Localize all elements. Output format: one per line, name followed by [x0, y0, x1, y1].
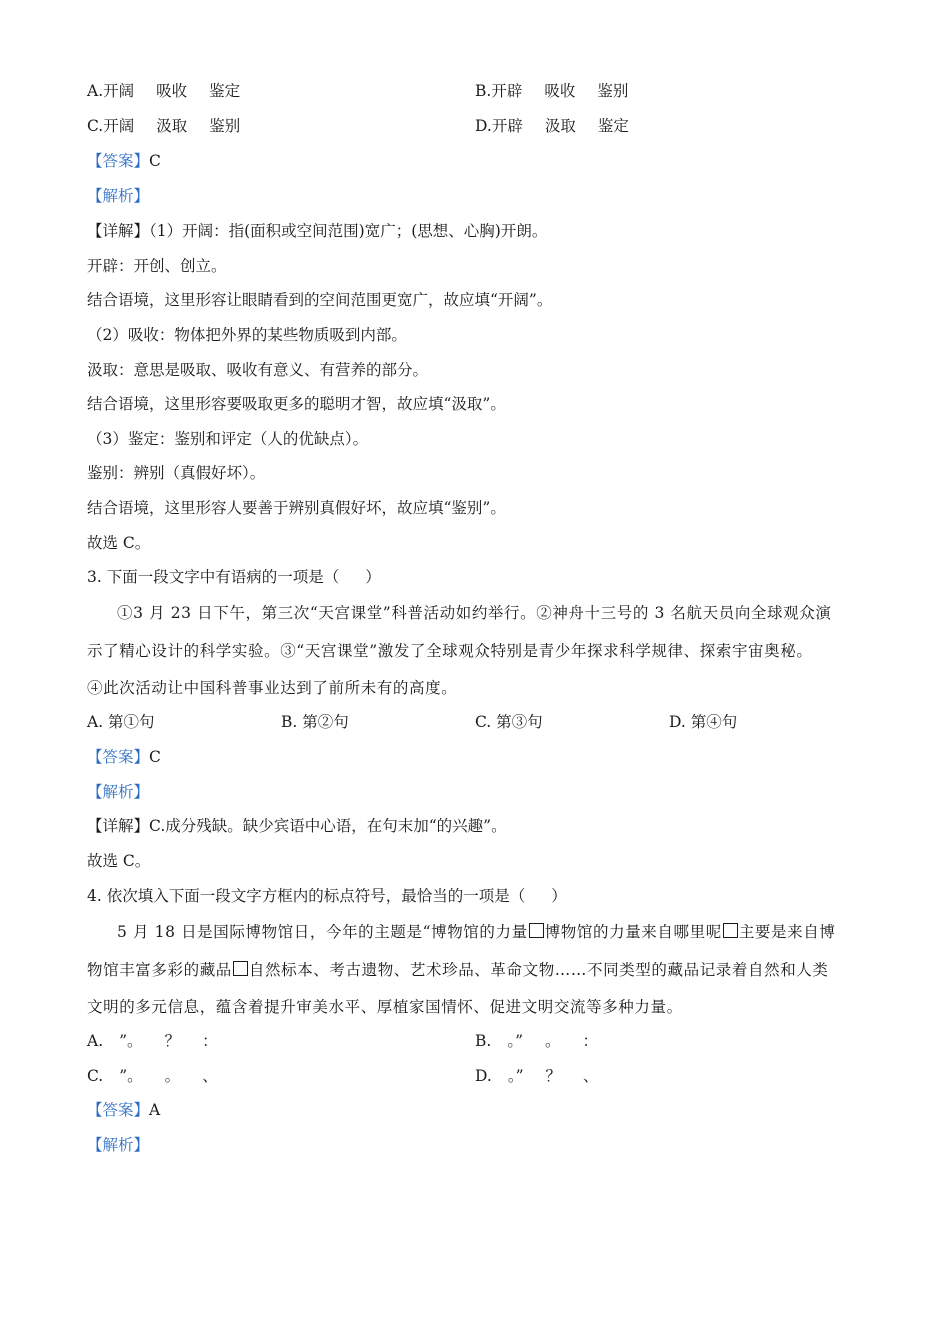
passage-text: 自然标本、考古遗物、艺术珍品、革命文物……不同类型的藏品记录着自然和人类 [248, 961, 829, 979]
q3-option-d: D. 第④句 [669, 713, 738, 731]
analysis-tag: 【解析】 [87, 1136, 150, 1154]
stem-close: ） [551, 887, 567, 905]
answer-tag: 【答案】 [87, 1101, 150, 1119]
passage-text: 5 月 18 日是国际博物馆日，今年的主题是“博物馆的力量 [117, 923, 528, 941]
q2-detail-line-3: 结合语境，这里形容让眼睛看到的空间范围更宽广，故应填“开阔”。 [87, 291, 553, 309]
q2-option-d [475, 116, 629, 136]
option-label: D. [475, 1067, 492, 1085]
option-word-2: 汲取 [544, 117, 576, 135]
q3-detail [87, 816, 507, 836]
option-mark-1: ”。 [119, 1067, 143, 1085]
q3-option-a: A. 第①句 [87, 713, 155, 731]
option-mark-2: ？ [164, 1032, 181, 1050]
analysis-tag: 【解析】 [87, 187, 150, 205]
detail-tag: 【详解】 [87, 817, 150, 835]
q3-passage-line-3: ④此次活动让中国科普事业达到了前所未有的高度。 [87, 679, 458, 697]
answer-value: C [149, 152, 161, 170]
q4-passage-line-3: 文明的多元信息，蕴含着提升审美水平、厚植家国情怀、促进文明交流等多种力量。 [87, 998, 683, 1016]
option-mark-3: ： [202, 1032, 218, 1050]
option-label: A. [87, 82, 104, 100]
option-mark-3: 、 [202, 1067, 218, 1085]
option-word-2: 汲取 [156, 117, 188, 135]
option-word-1: 开阔 [103, 82, 135, 100]
option-label: A. [87, 1032, 104, 1050]
q2-analysis-heading [87, 186, 149, 206]
passage-text: 主要是来自博 [738, 923, 836, 941]
q2-detail-line-5: 汲取：意思是吸取、吸收有意义、有营养的部分。 [87, 361, 429, 379]
q2-option-b [475, 81, 628, 101]
option-mark-1: 。” [507, 1032, 524, 1050]
q4-stem [87, 886, 567, 906]
q2-detail-line-2: 开辟：开创、创立。 [87, 257, 227, 275]
option-mark-2: 。 [545, 1032, 561, 1050]
q2-conclusion: 故选 C。 [87, 534, 151, 552]
q3-stem [87, 567, 381, 587]
q4-option-b [475, 1031, 598, 1051]
q2-detail-line-7: （3）鉴定：鉴别和评定（人的优缺点）。 [87, 430, 369, 448]
q4-option-a [87, 1031, 218, 1051]
q2-detail-line-6: 结合语境，这里形容要吸取更多的聪明才智，故应填“汲取”。 [87, 395, 506, 413]
answer-tag: 【答案】 [87, 152, 150, 170]
q2-answer [87, 151, 161, 171]
q3-option-c: C. 第③句 [475, 713, 543, 731]
q4-analysis-heading [87, 1135, 149, 1155]
stem-close: ） [365, 568, 381, 586]
stem-text: 3. 下面一段文字中有语病的一项是（ [87, 568, 340, 586]
answer-value: A [149, 1101, 161, 1119]
option-mark-1: ”。 [119, 1032, 143, 1050]
q2-detail-line-9: 结合语境，这里形容人要善于辨别真假好坏，故应填“鉴别”。 [87, 499, 506, 517]
option-word-3: 鉴定 [209, 82, 241, 100]
q3-passage-line-1: ①3 月 23 日下午，第三次“天宫课堂”科普活动如约举行。②神舟十三号的 3 名航天员向全球观众演 [117, 604, 832, 622]
option-word-1: 开辟 [491, 117, 523, 135]
option-label: D. [475, 117, 492, 135]
q3-option-b: B. 第②句 [281, 713, 349, 731]
answer-tag: 【答案】 [87, 748, 150, 766]
q3-analysis-heading [87, 782, 149, 802]
q2-detail-line-1 [87, 221, 547, 241]
detail-tag: 【详解】 [87, 222, 150, 240]
option-word-2: 吸收 [544, 82, 576, 100]
option-mark-2: 。 [164, 1067, 181, 1085]
analysis-tag: 【解析】 [87, 783, 150, 801]
option-word-1: 开辟 [491, 82, 523, 100]
option-word-1: 开阔 [103, 117, 135, 135]
option-label: C. [87, 1067, 104, 1085]
q2-option-a [87, 81, 240, 101]
stem-text: 4. 依次填入下面一段文字方框内的标点符号，最恰当的一项是（ [87, 887, 526, 905]
option-word-3: 鉴定 [597, 117, 629, 135]
q4-answer [87, 1100, 160, 1120]
detail-text: C.成分残缺。缺少宾语中心语，在句末加“的兴趣”。 [149, 817, 507, 835]
q4-passage-line-1 [117, 922, 862, 942]
q3-conclusion: 故选 C。 [87, 852, 151, 870]
q2-detail-line-8: 鉴别：辨别（真假好坏）。 [87, 464, 266, 482]
option-word-3: 鉴别 [597, 82, 629, 100]
option-mark-1: 。” [507, 1067, 524, 1085]
q3-passage-line-2: 示了精心设计的科学实验。③“天宫课堂”激发了全球观众特别是青少年探求科学规律、探索宇宙奥秘。 [87, 642, 813, 660]
option-mark-3: ： [582, 1032, 599, 1050]
q4-option-c [87, 1066, 218, 1086]
option-mark-2: ？ [545, 1067, 562, 1085]
q2-detail-line-4: （2）吸收：物体把外界的某些物质吸到内部。 [87, 326, 407, 344]
option-word-3: 鉴别 [209, 117, 241, 135]
q2-option-c [87, 116, 240, 136]
punctuation-blank-box [723, 923, 738, 938]
option-word-2: 吸收 [156, 82, 188, 100]
option-mark-3: 、 [583, 1067, 599, 1085]
option-label: C. [87, 117, 104, 135]
option-label: B. [475, 1032, 492, 1050]
q3-answer [87, 747, 161, 767]
passage-text: 物馆丰富多彩的藏品 [87, 961, 232, 979]
detail-text: （1）开阔：指(面积或空间范围)宽广；(思想、心胸)开朗。 [149, 222, 548, 240]
answer-value: C [149, 748, 161, 766]
punctuation-blank-box [529, 923, 544, 938]
option-label: B. [475, 82, 492, 100]
passage-text: 博物馆的力量来自哪里呢 [544, 923, 722, 941]
q4-passage-line-2 [87, 960, 862, 980]
q4-option-d [475, 1066, 599, 1086]
punctuation-blank-box [233, 961, 248, 976]
